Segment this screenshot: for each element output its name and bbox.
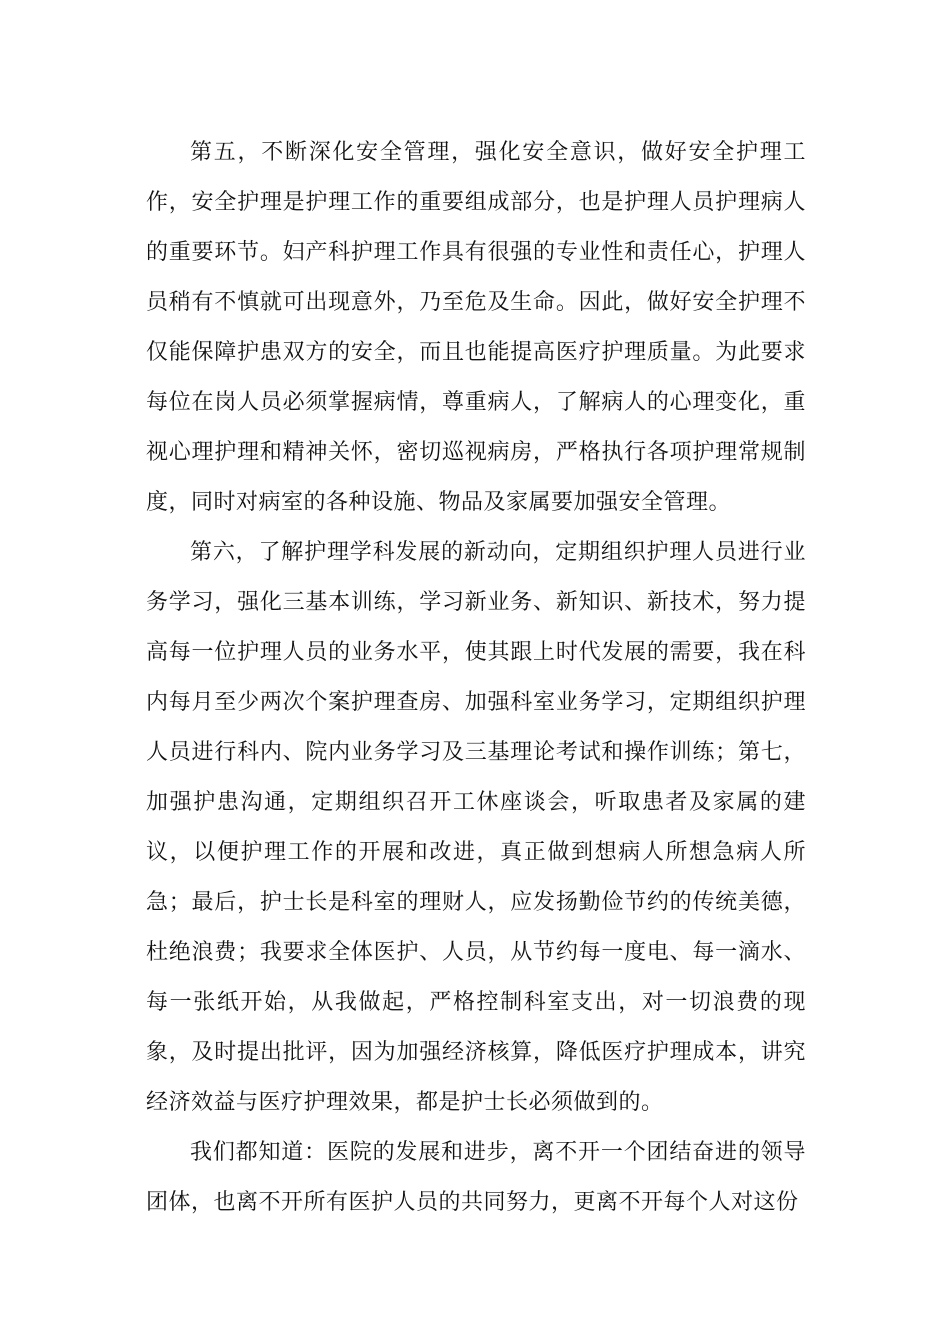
document-body: [146, 128, 806, 1228]
paragraph-safety-management: 第五，不断深化安全管理，强化安全意识，做好安全护理工作，安全护理是护理工作的重要组成部分，也是护理人员护理病人的重要环节。妇产科护理工作具有很强的专业性和责任心，护理人员稍有不慎就可出现意外，乃至危及生命。因此，做好安全护理不仅能保障护患双方的安全，而且也能提高医疗护理质量。为此要求每位在岗人员必须掌握病情，尊重病人，了解病人的心理变化，重视心理护理和精神关怀，密切巡视病房，严格执行各项护理常规制度，同时对病室的各种设施、物品及家属要加强安全管理。: [146, 140, 806, 515]
paragraph-team-effort: 我们都知道：医院的发展和进步，离不开一个团结奋进的领导团体，也离不开所有医护人员的共同努力，更离不开每个人对这份: [146, 1140, 806, 1215]
paragraph-learning-and-communication: 第六，了解护理学科发展的新动向，定期组织护理人员进行业务学习，强化三基本训练，学习新业务、新知识、新技术，努力提高每一位护理人员的业务水平，使其跟上时代发展的需要，我在科内每月至少两次个案护理查房、加强科室业务学习，定期组织护理人员进行科内、院内业务学习及三基理论考试和操作训练；第七，加强护患沟通，定期组织召开工休座谈会，听取患者及家属的建议，以便护理工作的开展和改进，真正做到想病人所想急病人所急；最后，护士长是科室的理财人，应发扬勤俭节约的传统美德，杜绝浪费；我要求全体医护、人员，从节约每一度电、每一滴水、每一张纸开始，从我做起，严格控制科室支出，对一切浪费的现象，及时提出批评，因为加强经济核算，降低医疗护理成本，讲究经济效益与医疗护理效果，都是护士长必须做到的。: [146, 540, 806, 1115]
